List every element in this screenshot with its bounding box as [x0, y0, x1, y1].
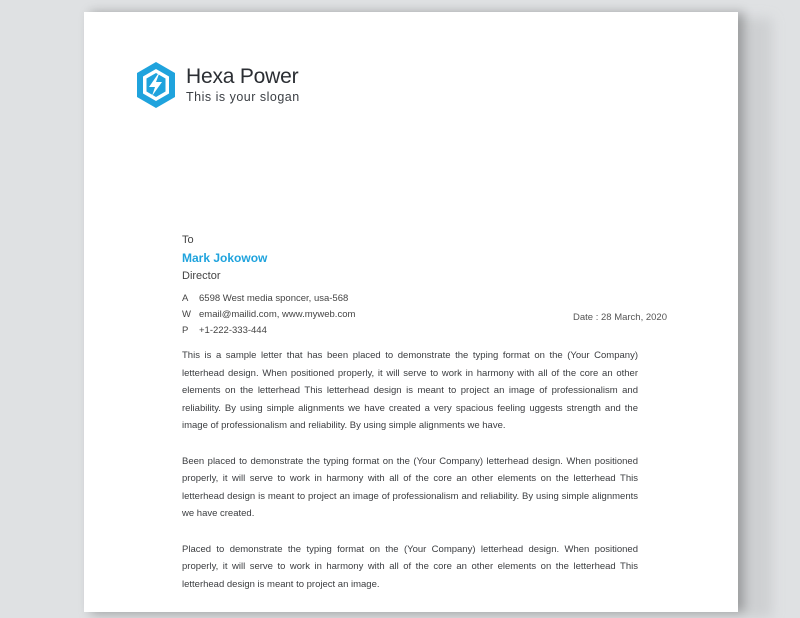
recipient-block: [182, 234, 355, 338]
body-paragraph: This is a sample letter that has been placed to demonstrate the typing format on the (Your Company) letterhead design. When positioned properly, it will serve to work in harmony with all of the core an other elements on the letterhead This letterhead design is meant to project an image of professionalism and reliability. By using simple alignments we have created a very spacious feeling uggests strength and the image of professionalism and reliability. By using simple alignments we have.: [182, 350, 638, 431]
company-slogan: This is your slogan: [186, 90, 300, 105]
contact-value: +1-222-333-444: [199, 324, 267, 336]
hexagon-lightning-icon: [134, 60, 178, 110]
body-paragraph: Been placed to demonstrate the typing format on the (Your Company) letterhead design. When positioned properly, it will serve to work in harmony with all of the core an other elements on the letterhead This letterhead design is meant to project an image of professionalism and reliability. By using simple alignments we have created.: [182, 455, 638, 519]
contact-address: [182, 290, 355, 306]
contact-key: W: [182, 308, 191, 320]
contact-phone: [182, 322, 355, 338]
recipient-title: Director: [182, 270, 221, 282]
recipient-name: Mark Jokowow: [182, 251, 268, 265]
contact-key: A: [182, 292, 189, 304]
contact-value: 6598 West media sponcer, usa-568: [199, 292, 349, 304]
contact-value: email@mailid.com, www.myweb.com: [199, 308, 356, 320]
contact-web: [182, 306, 355, 322]
body-paragraph: Placed to demonstrate the typing format on the (Your Company) letterhead design. When positioned properly, it will serve to work in harmony with all of the core an other elements on the letterhead This letterhead design is meant to project an image.: [182, 543, 638, 590]
company-name: Hexa Power: [186, 65, 299, 89]
greeting: To: [182, 234, 194, 246]
letterhead-page: [84, 12, 738, 612]
contact-key: P: [182, 324, 189, 336]
company-logo: [134, 60, 300, 110]
letter-body: [182, 347, 638, 611]
letter-date: Date : 28 March, 2020: [573, 312, 667, 323]
recipient-contact: [182, 290, 355, 338]
